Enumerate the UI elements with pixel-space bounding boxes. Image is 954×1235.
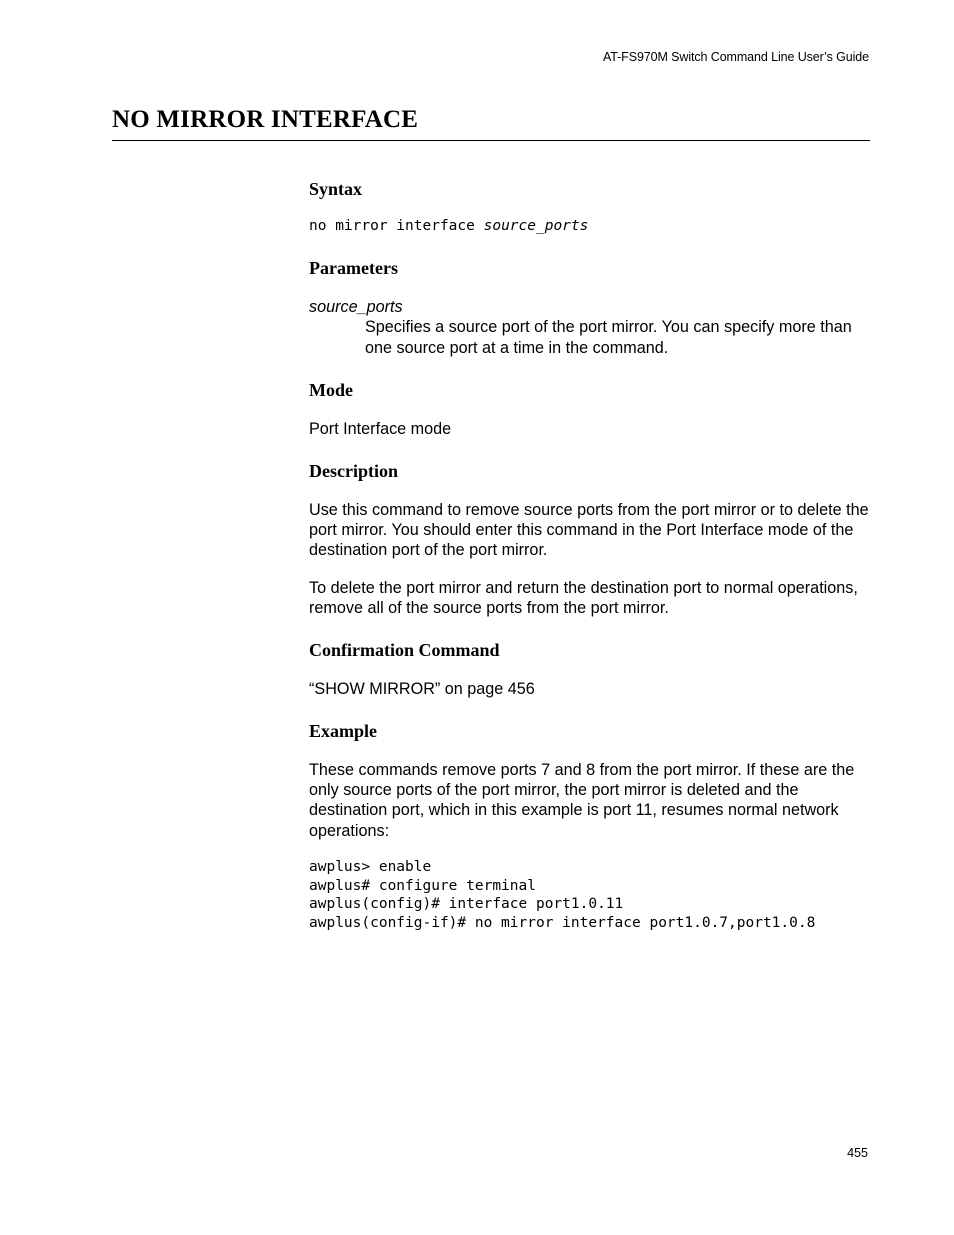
syntax-heading: Syntax	[309, 179, 363, 199]
syntax-command: no mirror interface	[309, 218, 475, 234]
example-code-line: awplus(config)# interface port1.0.11	[309, 896, 624, 912]
title-rule	[112, 140, 870, 141]
example-heading: Example	[309, 721, 378, 741]
description-paragraph: Use this command to remove source ports from the port mirror or to delete the port mirror. You should enter this command in the Port Interface mode of the destination port of the port mirror.	[309, 501, 869, 560]
syntax-command-line	[309, 217, 588, 236]
mode-text: Port Interface mode	[309, 420, 452, 438]
parameter-description: Specifies a source port of the port mirror. You can specify more than one source port at a time in the command.	[365, 318, 852, 357]
running-header: AT-FS970M Switch Command Line User’s Guide	[602, 50, 869, 64]
confirmation-heading: Confirmation Command	[309, 640, 500, 660]
parameter-name: source_ports	[309, 298, 403, 316]
example-text: These commands remove ports 7 and 8 from the port mirror. If these are the only source ports of the port mirror, the port mirror is deleted and the destination port, which in this example is port 11, resumes normal network operations:	[309, 761, 855, 840]
parameters-heading: Parameters	[309, 258, 398, 278]
description-heading: Description	[309, 461, 398, 481]
example-code-line: awplus# configure terminal	[309, 878, 536, 894]
syntax-argument: source_ports	[483, 218, 589, 234]
description-paragraph: To delete the port mirror and return the destination port to normal operations, remove all of the source ports from the port mirror.	[309, 579, 858, 618]
example-code-line: awplus> enable	[309, 859, 432, 875]
example-code-line: awplus(config-if)# no mirror interface port1.0.7,port1.0.8	[309, 915, 816, 931]
page-number: 455	[847, 1146, 868, 1160]
section-title: NO MIRROR INTERFACE	[112, 106, 419, 133]
confirmation-link[interactable]: “SHOW MIRROR” on page 456	[309, 680, 535, 698]
mode-heading: Mode	[309, 380, 353, 400]
